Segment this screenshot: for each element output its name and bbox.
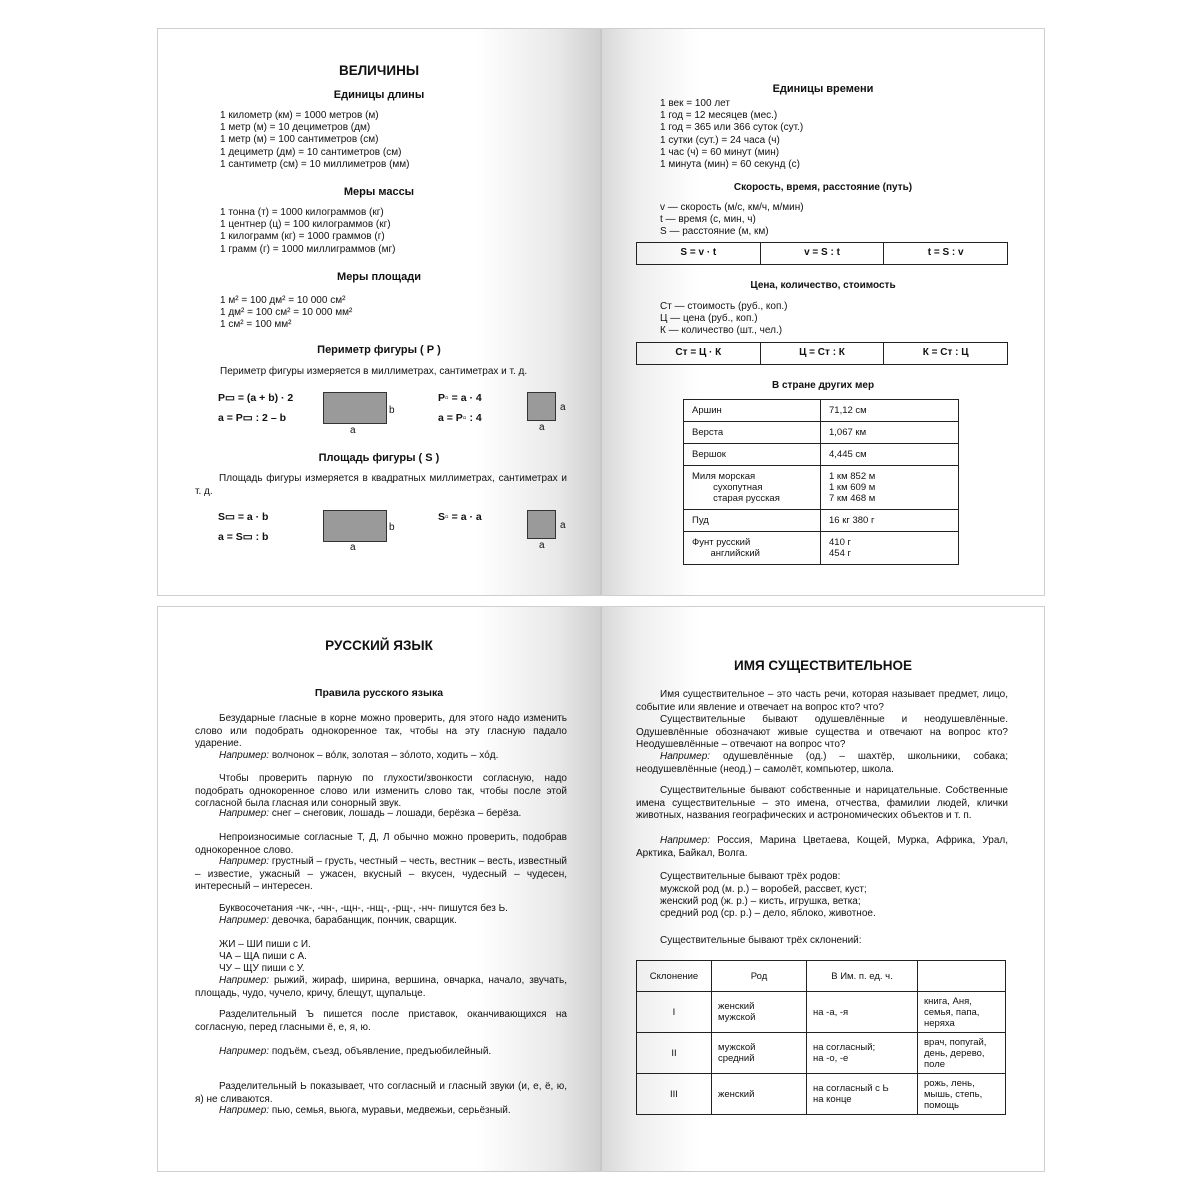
price-line: К — количество (шт., чел.) bbox=[660, 325, 783, 337]
declension-header bbox=[918, 961, 1006, 992]
rule-line: ЖИ – ШИ пиши с И. bbox=[219, 939, 311, 950]
measure-value: 4,445 см bbox=[821, 444, 959, 466]
side-b-label: b bbox=[389, 405, 395, 416]
noun-paragraph: Существительные бывают собственные и нарицательные. Собственные имена существительные – это имена, отчества, фамилии людей, клички животных, названия географических и астрономических объектов и т. п. bbox=[636, 785, 1008, 821]
side-b-label: b bbox=[389, 522, 395, 533]
measure-row bbox=[684, 466, 959, 510]
declension-cell: I bbox=[637, 992, 712, 1033]
time-line: 1 век = 100 лет bbox=[660, 98, 730, 109]
spread-top bbox=[157, 28, 1045, 596]
noun-example: Например: Россия, Марина Цветаева, Кощей, Мурка, Африка, Урал, Арктика, Байкал, Волга. bbox=[636, 835, 1009, 859]
side-a-label: a bbox=[539, 422, 545, 433]
rule-example: Например: рыжий, жираф, ширина, вершина, овчарка, начало, звучать, площадь, чудо, чучело, кричу, блещут, щупальце. bbox=[195, 975, 567, 999]
speed-line: v — скорость (м/с, км/ч, м/мин) bbox=[660, 202, 804, 213]
measure-name: Верста bbox=[684, 422, 821, 444]
measure-value: 1,067 км bbox=[821, 422, 959, 444]
mass-heading: Меры массы bbox=[343, 186, 415, 198]
declension-cell: II bbox=[637, 1033, 712, 1074]
area-figure-text: Площадь фигуры измеряется в квадратных миллиметрах, сантиметрах и т. д. bbox=[195, 473, 567, 497]
measure-row bbox=[684, 444, 959, 466]
rule-example: Например: снег – снеговик, лошадь – лошади, берёзка – берёза. bbox=[219, 808, 522, 819]
rule-line: ЧА – ЩА пиши с А. bbox=[219, 951, 307, 963]
page-magnitudes bbox=[158, 29, 600, 595]
time-line: 1 год = 365 или 366 суток (сут.) bbox=[660, 122, 804, 134]
square-figure bbox=[527, 510, 556, 539]
time-line: 1 сутки (сут.) = 24 часа (ч) bbox=[660, 134, 780, 146]
rule-paragraph: Разделительный Ь показывает, что согласный и гласный звуки (и, е, ё, ю, я) не сливаются. bbox=[195, 1081, 567, 1105]
mass-list bbox=[220, 207, 395, 256]
perimeter-formula: P▭ = (a + b) · 2 bbox=[218, 392, 294, 404]
measure-value: 410 г 454 г bbox=[821, 532, 959, 565]
section-heading: Правила русского языка bbox=[314, 687, 444, 699]
rule-line: ЧУ – ЩУ пиши с У. bbox=[219, 963, 305, 975]
price-line: Ц — цена (руб., коп.) bbox=[660, 313, 758, 325]
price-formula: Ст = Ц · К bbox=[637, 343, 761, 364]
noun-example: Например: одушевлённые (од.) – шахтёр, школьники, собака; неодушевлённые (неод.) – самолёт, компьютер, школа. bbox=[636, 751, 1009, 775]
rule-example: Например: грустный – грусть, честный – честь, вестник – весть, известный – известие, ужасный – ужасен, вкусный – вкусен, чудесный – чудесен, интересный – интересен. bbox=[195, 856, 567, 892]
declension-cell: врач, попугай, день, дерево, поле bbox=[918, 1033, 1006, 1074]
area-formula: a = S▭ : b bbox=[218, 531, 269, 543]
side-a-label: a bbox=[350, 542, 356, 553]
time-line: 1 минута (мин) = 60 секунд (с) bbox=[660, 159, 800, 171]
speed-formula: S = v · t bbox=[637, 243, 761, 264]
length-heading: Единицы длины bbox=[333, 89, 425, 101]
gender-line: средний род (ср. р.) – дело, яблоко, животное. bbox=[660, 908, 876, 920]
page-russian bbox=[158, 607, 600, 1171]
rule-example: Например: пью, семья, вьюга, муравьи, медвежьи, серьёзный. bbox=[219, 1105, 511, 1116]
area-figure-heading: Площадь фигуры ( S ) bbox=[318, 452, 440, 464]
perimeter-formula: P▫ = a · 4 bbox=[438, 392, 482, 404]
mass-line: 1 килограмм (кг) = 1000 граммов (г) bbox=[220, 231, 385, 243]
noun-paragraph: Существительные бывают одушевлённые и неодушевлённые. Одушевлённые обозначают живые существа и отвечают на вопрос кто? Неодушевлённые – отвечают на вопрос что? bbox=[636, 714, 1008, 750]
rule-list bbox=[219, 939, 311, 976]
mass-line: 1 тонна (т) = 1000 килограммов (кг) bbox=[220, 207, 384, 218]
rule-example: Например: девочка, барабанщик, пончик, сварщик. bbox=[219, 915, 457, 926]
price-heading: Цена, количество, стоимость bbox=[750, 280, 896, 291]
measure-name: Миля морская сухопутная старая русская bbox=[684, 466, 821, 510]
side-a-label: a bbox=[539, 540, 545, 551]
gender-line: женский род (ж. р.) – кисть, игрушка, ветка; bbox=[660, 896, 861, 908]
measure-row bbox=[684, 532, 959, 565]
old-measures-table bbox=[683, 399, 959, 565]
declension-cell: мужской средний bbox=[712, 1033, 807, 1074]
length-line: 1 метр (м) = 10 дециметров (дм) bbox=[220, 122, 371, 134]
rule-paragraph: Непроизносимые согласные Т, Д, Л обычно можно проверить, подобрав однокоренное слово. bbox=[195, 832, 567, 856]
declension-header: Склонение bbox=[637, 961, 712, 992]
area-formula: S▭ = a · b bbox=[218, 511, 269, 523]
noun-paragraph: Существительные бывают трёх склонений: bbox=[660, 935, 862, 946]
page-noun bbox=[602, 607, 1044, 1171]
measure-row bbox=[684, 510, 959, 532]
rule-example: Например: волчонок – вóлк, золотая – зóлото, ходить – хóд. bbox=[219, 750, 499, 761]
area-formula: S▫ = a · a bbox=[438, 511, 482, 523]
rule-example: Например: подъём, съезд, объявление, предъюбилейный. bbox=[219, 1046, 492, 1057]
measure-value: 1 км 852 м 1 км 609 м 7 км 468 м bbox=[821, 466, 959, 510]
page-title: РУССКИЙ ЯЗЫК bbox=[325, 638, 433, 653]
speed-formulas bbox=[636, 242, 1008, 265]
measure-row bbox=[684, 422, 959, 444]
side-a-label: a bbox=[560, 402, 566, 413]
side-a-label: a bbox=[560, 520, 566, 531]
measure-name: Аршин bbox=[684, 400, 821, 422]
rectangle-figure bbox=[323, 392, 387, 424]
perimeter-heading: Периметр фигуры ( Р ) bbox=[317, 344, 441, 356]
declension-cell: книга, Аня, семья, папа, неряха bbox=[918, 992, 1006, 1033]
declension-row bbox=[637, 992, 1006, 1033]
measure-name: Вершок bbox=[684, 444, 821, 466]
declension-cell: женский мужской bbox=[712, 992, 807, 1033]
price-list bbox=[660, 301, 788, 338]
declension-cell: на согласный с Ь на конце bbox=[807, 1074, 918, 1115]
declension-row bbox=[637, 1074, 1006, 1115]
measure-value: 71,12 см bbox=[821, 400, 959, 422]
time-list bbox=[660, 98, 803, 171]
page-time-speed-price bbox=[602, 29, 1044, 595]
price-line: Ст — стоимость (руб., коп.) bbox=[660, 301, 788, 312]
declension-cell: III bbox=[637, 1074, 712, 1115]
measures-heading: В стране других мер bbox=[771, 380, 875, 391]
declension-header: В Им. п. ед. ч. bbox=[807, 961, 918, 992]
measure-name: Пуд bbox=[684, 510, 821, 532]
length-list bbox=[220, 110, 409, 171]
declension-header: Род bbox=[712, 961, 807, 992]
declension-cell: на -а, -я bbox=[807, 992, 918, 1033]
price-formula: К = Ст : Ц bbox=[922, 347, 969, 358]
rule-paragraph: Безударные гласные в корне можно проверить, для этого надо изменить слово или подобрать однокоренное так, чтобы на эту гласную падало ударение. bbox=[195, 713, 567, 749]
page-title: ИМЯ СУЩЕСТВИТЕЛЬНОЕ bbox=[734, 658, 912, 673]
gender-line: мужской род (м. р.) – воробей, рассвет, куст; bbox=[660, 884, 867, 895]
rule-paragraph: Буквосочетания -чк-, -чн-, -щн-, -нщ-, -рщ-, -нч- пишутся без Ь. bbox=[219, 903, 508, 914]
time-line: 1 час (ч) = 60 минут (мин) bbox=[660, 146, 780, 158]
speed-formula: t = S : v bbox=[927, 247, 964, 258]
declension-cell: на согласный; на -о, -е bbox=[807, 1033, 918, 1074]
declension-cell: рожь, лень, мышь, степь, помощь bbox=[918, 1074, 1006, 1115]
speed-formula: v = S : t bbox=[761, 243, 885, 264]
rule-paragraph: Разделительный Ъ пишется после приставок, оканчивающихся на согласную, перед гласными ё, е, я, ю. bbox=[195, 1009, 567, 1033]
length-line: 1 километр (км) = 1000 метров (м) bbox=[220, 110, 379, 121]
area-line: 1 см² = 100 мм² bbox=[220, 319, 292, 331]
rule-paragraph: Чтобы проверить парную по глухости/звонкости согласную, надо подобрать однокоренное слово или изменить слово так, чтобы после этой согласной была гласная или сонорный звук. bbox=[195, 773, 567, 809]
side-a-label: a bbox=[350, 425, 356, 436]
page-title: ВЕЛИЧИНЫ bbox=[338, 63, 420, 78]
speed-line: S — расстояние (м, км) bbox=[660, 226, 769, 238]
mass-line: 1 грамм (г) = 1000 миллиграммов (мг) bbox=[220, 243, 396, 255]
speed-line: t — время (с, мин, ч) bbox=[660, 214, 756, 226]
speed-list bbox=[660, 202, 804, 239]
area-line: 1 дм² = 100 см² = 10 000 мм² bbox=[220, 307, 353, 319]
area-line: 1 м² = 100 дм² = 10 000 см² bbox=[220, 295, 346, 306]
gender-list bbox=[660, 884, 876, 921]
price-formula: Ц = Ст : К bbox=[761, 343, 885, 364]
declension-cell: женский bbox=[712, 1074, 807, 1115]
area-heading: Меры площади bbox=[337, 271, 421, 283]
mass-line: 1 центнер (ц) = 100 килограммов (кг) bbox=[220, 219, 391, 231]
square-figure bbox=[527, 392, 556, 421]
declension-table bbox=[636, 960, 1006, 1115]
price-formulas bbox=[636, 342, 1008, 365]
area-list bbox=[220, 295, 352, 332]
rectangle-figure bbox=[323, 510, 387, 542]
spread-bottom bbox=[157, 606, 1045, 1172]
perimeter-formula: a = P▫ : 4 bbox=[438, 412, 482, 424]
declension-row bbox=[637, 1033, 1006, 1074]
noun-paragraph: Имя существительное – это часть речи, которая называет предмет, лицо, событие или явление и отвечает на вопрос кто? что? bbox=[636, 689, 1008, 713]
measure-row bbox=[684, 400, 959, 422]
measure-name: Фунт русский английский bbox=[684, 532, 821, 565]
length-line: 1 сантиметр (см) = 10 миллиметров (мм) bbox=[220, 158, 410, 170]
measure-value: 16 кг 380 г bbox=[821, 510, 959, 532]
speed-heading: Скорость, время, расстояние (путь) bbox=[733, 182, 913, 193]
perimeter-formula: a = P▭ : 2 – b bbox=[218, 412, 286, 424]
time-line: 1 год = 12 месяцев (мес.) bbox=[660, 110, 778, 122]
length-line: 1 дециметр (дм) = 10 сантиметров (см) bbox=[220, 146, 402, 158]
time-heading: Единицы времени bbox=[772, 83, 874, 95]
noun-paragraph: Существительные бывают трёх родов: bbox=[660, 871, 841, 882]
perimeter-text: Периметр фигуры измеряется в миллиметрах, сантиметрах и т. д. bbox=[220, 366, 528, 377]
length-line: 1 метр (м) = 100 сантиметров (см) bbox=[220, 134, 379, 146]
